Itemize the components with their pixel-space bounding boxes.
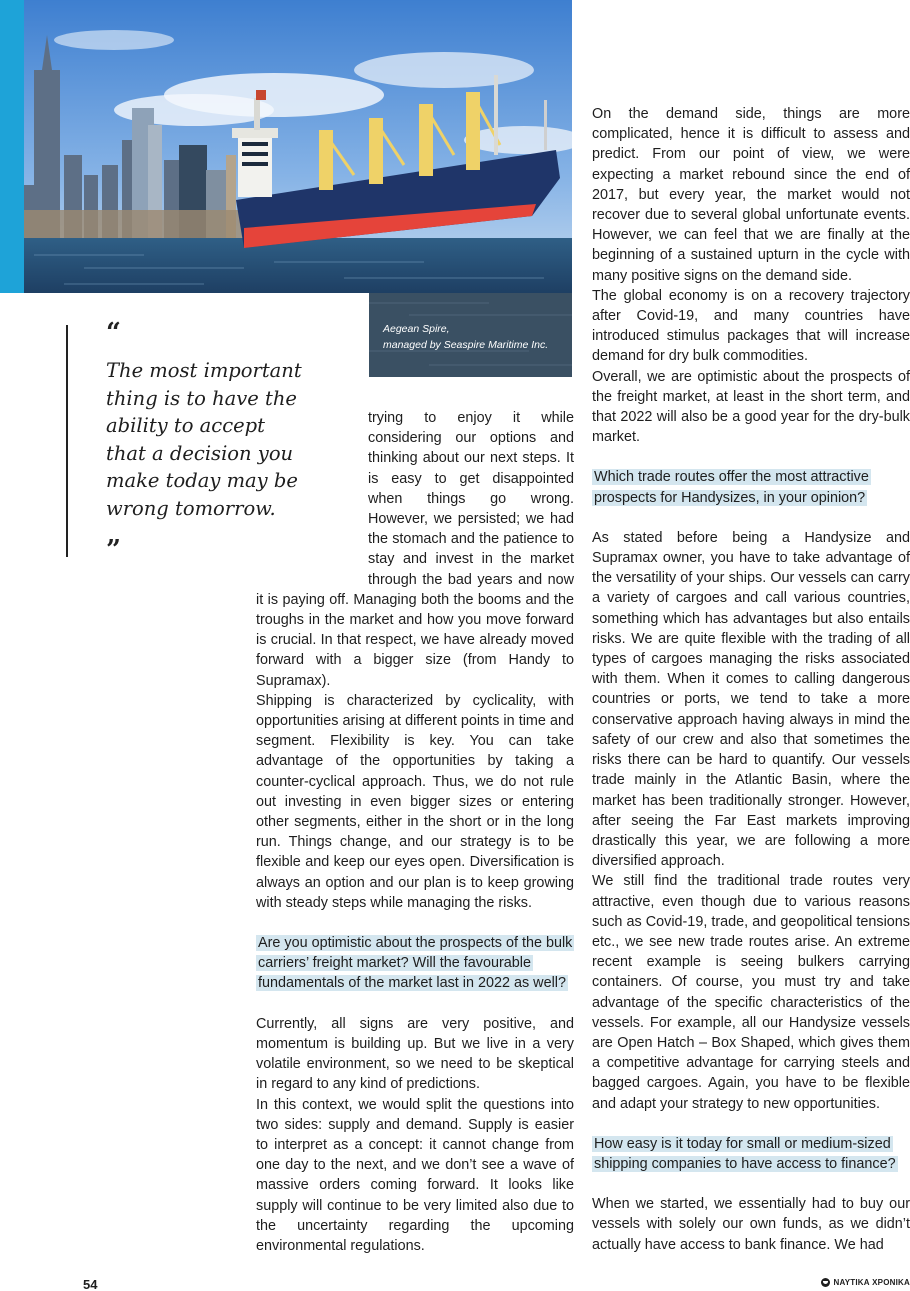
open-quote-mark: “	[106, 318, 121, 348]
question-text: How easy is it today for small or medium-sized shipping companies to have access to finance?	[594, 1135, 896, 1172]
footer-brand	[821, 1278, 910, 1287]
body-paragraph: We still find the traditional trade routes very attractive, even though due to various reasons such as Covid-19, trade, and geopolitical tensions etc., we see new trade routes arise. An extreme recent example is seeing bulkers carrying containers. Of course, you must try and take advantage of the specific characteristics of the vessels. For example, all our Handysize vessels are Open Hatch – Box Shaped, which gives them a competitive advantage for carrying steels and bagged cargoes. Again, you have to be flexible and adapt your strategy to new opportunities.	[592, 873, 910, 1112]
body-paragraph: Currently, all signs are very positive, and momentum is building up. But we live in a very volatile environment, so we need to be skeptical in regard to any kind of predictions.	[256, 1015, 574, 1093]
interview-question	[592, 1134, 910, 1174]
ship-photo	[24, 0, 572, 293]
brand-name: ΝΑΥΤΙΚΑ ΧΡΟΝΙΚΑ	[833, 1278, 910, 1287]
middle-column	[256, 408, 574, 1256]
caption-line-1: Aegean Spire,	[383, 323, 450, 335]
page-number: 54	[83, 1277, 98, 1291]
body-paragraph: Shipping is characterized by cyclicality, with opportunities arising at different points in time and segment. Flexibility is key. You can take advantage of the opportunities by taking a counter-cyclical approach. Thus, we do not rule out investing in even bigger sizes or entering other segments, either in the short or in the long run. Things change, and our strategy is to be flexible and keep our eyes open. Diversification is always an option and our plan is to keep growing with steady steps while managing the risks.	[256, 692, 574, 911]
body-paragraph: As stated before being a Handysize and Supramax owner, you have to take advantage of the versatility of your ships. Our vessels can carry a variety of cargoes and call various countries, something which has advantages but also entails risks. We are quite flexible with the trading of all types of cargoes managing the risks associated with them. When it comes to calling dangerous countries or ports, we tend to take a more conservative approach having always in mind the safety of our crew and also that sometimes the risks there can be hard to quantify. Our vessels trade mainly in the Atlantic Basin, where the market has been traditionally stronger. However, after seeing the Far East markets improving drastically this year, we are following a more diversified approach.	[592, 529, 910, 870]
body-paragraph: trying to enjoy it while considering our options and thinking about our next steps. It is easy to get disappointed when things go wrong. However, we persisted; we had the stomach and the patience to stay and invest in the market through the bad years and now it is paying off. Managing both the booms and the troughs in the market and how you move forward is crucial. In that respect, we have already moved forward with a bigger size (from Handy to Supramax).	[256, 410, 574, 689]
body-paragraph: On the demand side, things are more complicated, hence it is difficult to assess and predict. From our point of view, we were expecting a market rebound since the end of 2017, but every year, the market would not recover due to several global unfortunate events. However, we can feel that we are finally at the beginning of a sustained upturn in the cycle with many positive signs on the demand side.	[592, 106, 910, 284]
question-text: Are you optimistic about the prospects of the bulk carriers’ freight market? Will the favourable fundamentals of the market last in 2022 as well?	[258, 935, 573, 992]
photo-caption	[369, 293, 572, 377]
pull-quote-rule	[66, 325, 68, 557]
accent-bar	[0, 0, 24, 293]
body-paragraph: In this context, we would split the questions into two sides: supply and demand. Supply is easier to interpret as a concept: it cannot change from one day to the next, and we don’t see a wave of massive orders coming forward. It looks like supply will continue to be very limited also due to the uncertainty regarding the upcoming environmental regulations.	[256, 1096, 574, 1254]
body-paragraph: Overall, we are optimistic about the prospects of the freight market, at least in the short term, and that 2022 will also be a good year for the dry-bulk market.	[592, 368, 910, 446]
caption-line-2: managed by Seaspire Maritime Inc.	[383, 339, 549, 351]
body-paragraph: When we started, we essentially had to buy our vessels with solely our own funds, as we didn’t actually have access to bank finance. We had	[592, 1196, 910, 1253]
text-wrap-spacer	[256, 408, 368, 570]
question-text: Which trade routes offer the most attractive prospects for Handysizes, in your opinion?	[594, 469, 869, 506]
interview-question	[256, 933, 574, 994]
pull-quote-text: The most important thing is to have the ability to accept that a decision you make today may be wrong tomorrow.	[106, 359, 302, 520]
brand-logo-icon	[821, 1278, 830, 1287]
interview-question	[592, 467, 910, 507]
right-column	[592, 104, 910, 1255]
body-paragraph: The global economy is on a recovery trajectory after Covid-19, and many countries have introduced stimulus packages that will increase demand for dry bulk commodities.	[592, 287, 910, 365]
ship-photo-illustration	[24, 0, 572, 293]
close-quote-mark: ”	[106, 535, 121, 565]
